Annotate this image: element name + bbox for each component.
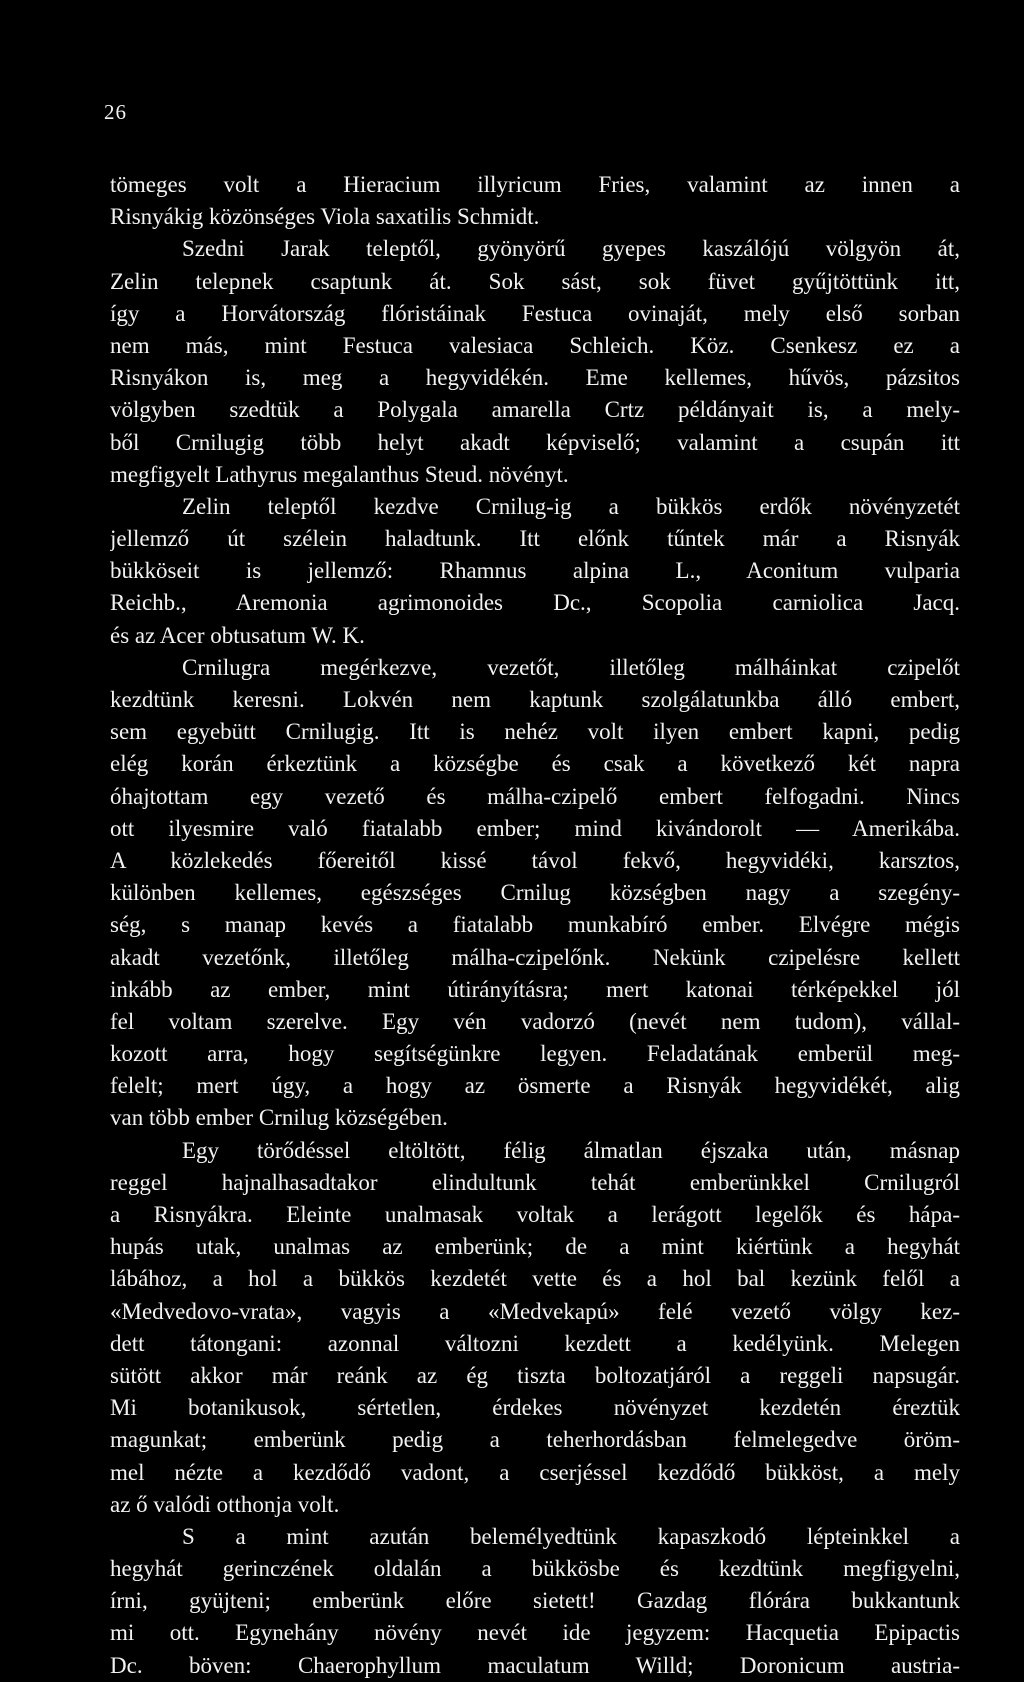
text-line: «Medvedovo-vrata», vagyis a «Medvekapú» felé vezető völgy kez- [110, 1298, 960, 1324]
text-line: Risnyákon is, meg a hegyvidékén. Eme kellemes, hűvös, pázsitos [110, 365, 960, 391]
text-line: reggel hajnalhasadtakor elindultunk tehát emberünkkel Crnilugról [110, 1169, 960, 1195]
text-line: Zelin telepnek csaptunk át. Sok sást, sok füvet gyűjtöttünk itt, [110, 268, 960, 294]
text-line: nem más, mint Festuca valesiaca Schleich. Köz. Csenkesz ez a [110, 332, 960, 358]
text-line: dett tátongani: azonnal változni kezdett a kedélyünk. Melegen [110, 1330, 960, 1356]
body-text [110, 169, 960, 1682]
text-line: mi ott. Egynehány növény nevét ide jegyzem: Hacquetia Epipactis [110, 1620, 960, 1646]
text-line: fel voltam szerelve. Egy vén vadorzó (nevét nem tudom), vállal- [110, 1008, 960, 1034]
text-line: ott ilyesmire való fiatalabb ember; mind kivándorolt — Amerikába. [110, 815, 960, 841]
text-line: és az Acer obtusatum W. K. [110, 622, 365, 648]
text-line: tömeges volt a Hieracium illyricum Fries, valamint az innen a [110, 172, 960, 197]
text-line: sem egyebütt Crnilugig. Itt is nehéz volt ilyen embert kapni, pedig [110, 719, 960, 745]
text-line: lábához, a hol a bükkös kezdetét vette és a hol bal kezünk felől a [110, 1266, 960, 1292]
text-line: Reichb., Aremonia agrimonoides Dc., Scopolia carniolica Jacq. [110, 590, 960, 616]
text-line: így a Horvátország flóristáinak Festuca ovinaját, mely első sorban [110, 300, 960, 326]
text-line: különben kellemes, egészséges Crnilug községben nagy a szegény- [110, 880, 960, 906]
text-line: Risnyákig közönséges Viola saxatilis Schmidt. [110, 204, 540, 230]
text-line: elég korán érkeztünk a községbe és csak a következő két napra [110, 751, 960, 777]
text-line: van több ember Crnilug községében. [110, 1105, 448, 1131]
text-line: az ő valódi otthonja volt. [110, 1491, 340, 1517]
text-line: Zelin teleptől kezdve Crnilug-ig a bükkös erdők növényzetét [182, 493, 960, 519]
text-line: Crnilugra megérkezve, vezetőt, illetőleg málháinkat czipelőt [182, 654, 960, 680]
text-line: Mi botanikusok, sértetlen, érdekes növényzet kezdetén éreztük [110, 1395, 960, 1421]
text-line: óhajtottam egy vezető és málha-czipelő embert felfogadni. Nincs [110, 783, 960, 809]
text-line: írni, gyüjteni; emberünk előre sietett! Gazdag flórára bukkantunk [110, 1588, 960, 1614]
text-line: kozott arra, hogy segítségünkre legyen. Feladatának emberül meg- [110, 1041, 960, 1067]
page-number: 26 [104, 100, 127, 124]
text-line: Szedni Jarak teleptől, gyönyörű gyepes kaszálójú völgyön át, [182, 236, 960, 262]
text-line: mel nézte a kezdődő vadont, a cserjéssel kezdődő bükköst, a mely [110, 1459, 960, 1485]
text-line: felelt; mert úgy, a hogy az ösmerte a Risnyák hegyvidékét, alig [110, 1073, 960, 1099]
text-line: megfigyelt Lathyrus megalanthus Steud. növényt. [110, 461, 569, 487]
text-line: akadt vezetőnk, illetőleg málha-czipelőnk. Nekünk czipelésre kellett [110, 944, 960, 970]
text-line: kezdtünk keresni. Lokvén nem kaptunk szolgálatunkba álló embert, [110, 687, 960, 712]
text-line: Egy törődéssel eltöltött, félig álmatlan éjszaka után, másnap [182, 1137, 960, 1163]
text-line: sütött akkor már reánk az ég tiszta boltozatjáról a reggeli napsugár. [110, 1362, 960, 1388]
text-line: ből Crnilugig több helyt akadt képviselő; valamint a csupán itt [110, 429, 960, 455]
text-line: völgyben szedtük a Polygala amarella Crtz példányait is, a mely- [110, 397, 960, 423]
text-line: A közlekedés főereitől kissé távol fekvő, hegyvidéki, karsztos, [110, 847, 960, 873]
text-line: magunkat; emberünk pedig a teherhordásban felmelegedve öröm- [110, 1427, 960, 1453]
text-line: hegyhát gerinczének oldalán a bükkösbe és kezdtünk megfigyelni, [110, 1556, 960, 1582]
text-line: a Risnyákra. Eleinte unalmasak voltak a lerágott legelők és hápa- [110, 1202, 960, 1227]
text-line: ség, s manap kevés a fiatalabb munkabíró ember. Elvégre mégis [110, 912, 960, 938]
text-line: Dc. böven: Chaerophyllum maculatum Willd; Doronicum austria- [110, 1652, 960, 1678]
text-line: jellemző út szélein haladtunk. Itt előnk tűntek már a Risnyák [110, 526, 960, 552]
text-line: hupás utak, unalmas az emberünk; de a mint kiértünk a hegyhát [110, 1234, 960, 1260]
text-line: inkább az ember, mint útirányításra; mert katonai térképekkel jól [110, 976, 960, 1002]
text-line: bükköseit is jellemző: Rhamnus alpina L., Aconitum vulparia [110, 558, 960, 584]
text-line: S a mint azután belemélyedtünk kapaszkodó lépteinkkel a [182, 1523, 960, 1549]
